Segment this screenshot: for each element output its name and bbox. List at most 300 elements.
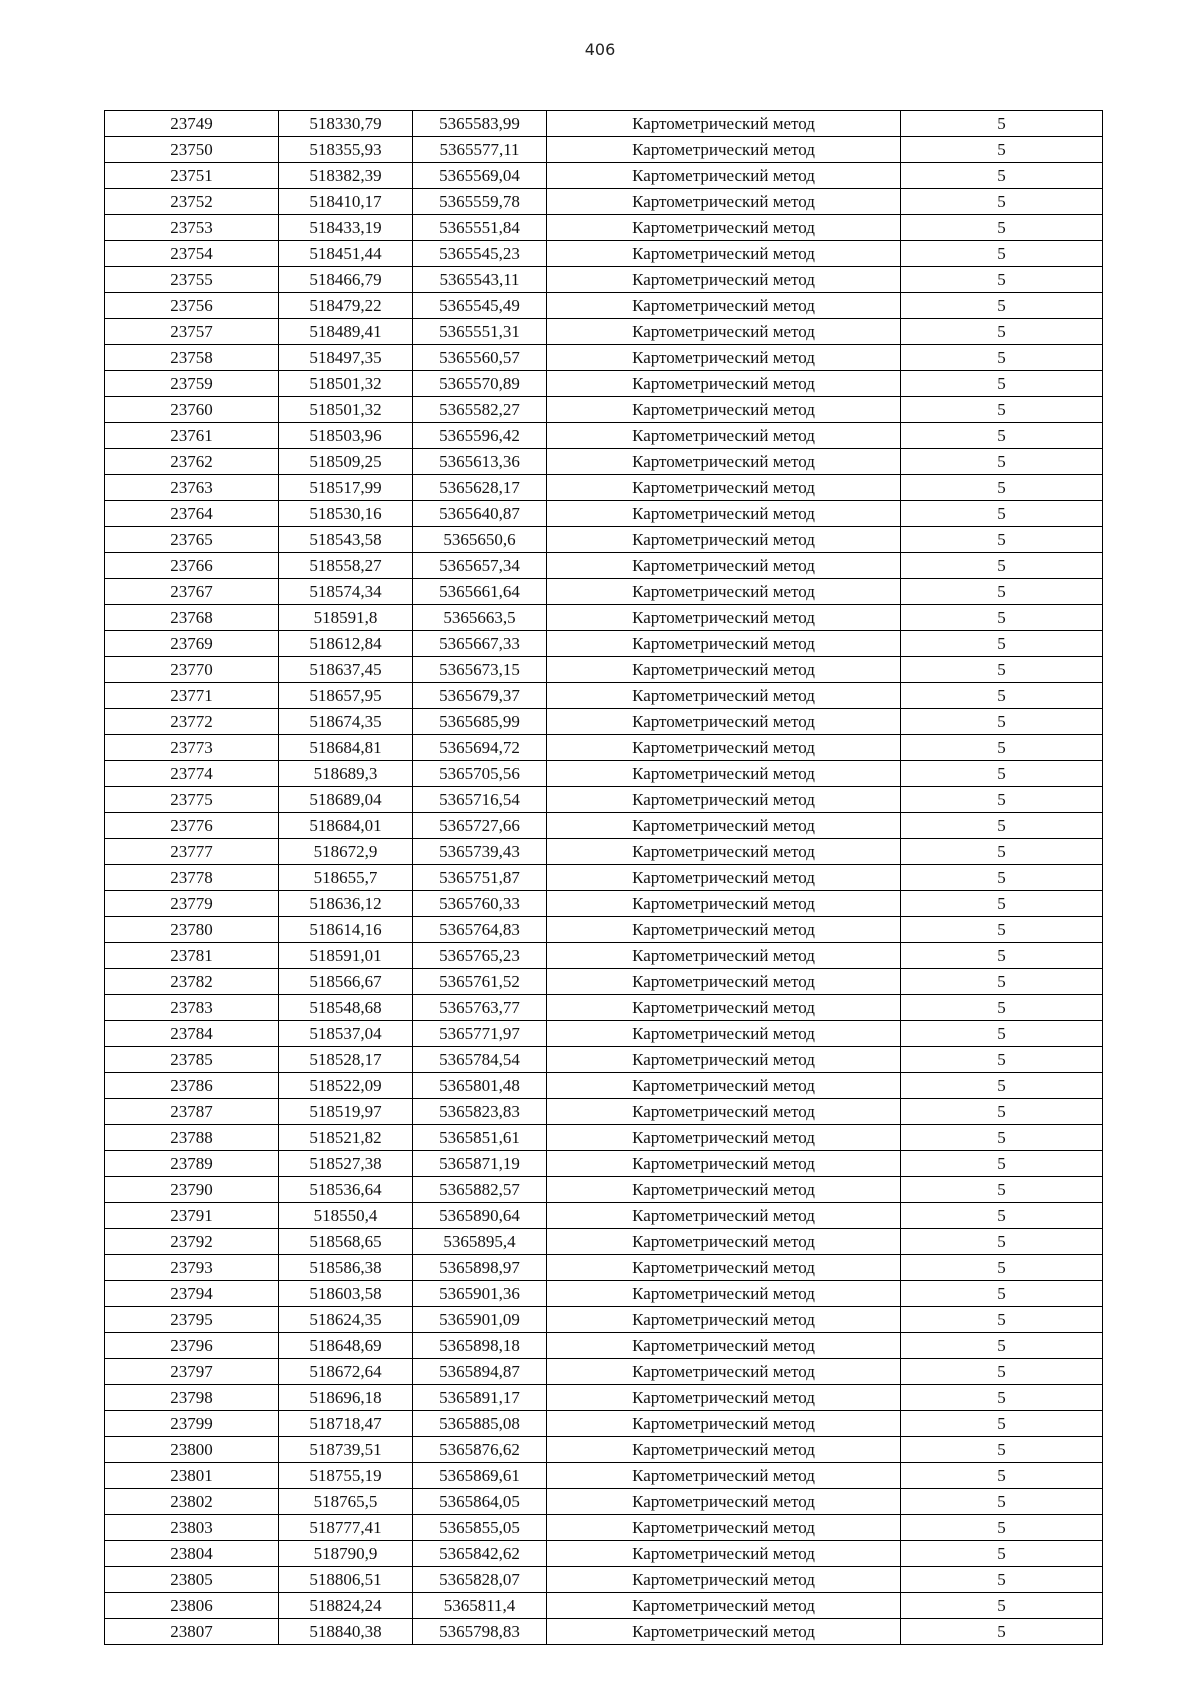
method-cell: Картометрический метод	[547, 683, 901, 709]
x-coordinate-cell: 518689,3	[279, 761, 413, 787]
table-row	[105, 1385, 1103, 1411]
y-coordinate-cell: 5365764,83	[413, 917, 547, 943]
accuracy-cell: 5	[901, 787, 1103, 813]
table-row	[105, 137, 1103, 163]
accuracy-cell: 5	[901, 995, 1103, 1021]
x-coordinate-cell: 518696,18	[279, 1385, 413, 1411]
table-row	[105, 1411, 1103, 1437]
accuracy-cell: 5	[901, 579, 1103, 605]
x-coordinate-cell: 518355,93	[279, 137, 413, 163]
table-row	[105, 475, 1103, 501]
table-row	[105, 735, 1103, 761]
x-coordinate-cell: 518489,41	[279, 319, 413, 345]
y-coordinate-cell: 5365570,89	[413, 371, 547, 397]
accuracy-cell: 5	[901, 969, 1103, 995]
y-coordinate-cell: 5365727,66	[413, 813, 547, 839]
accuracy-cell: 5	[901, 553, 1103, 579]
table-row	[105, 1437, 1103, 1463]
table-row	[105, 215, 1103, 241]
x-coordinate-cell: 518648,69	[279, 1333, 413, 1359]
table-row	[105, 1203, 1103, 1229]
x-coordinate-cell: 518330,79	[279, 111, 413, 137]
accuracy-cell: 5	[901, 501, 1103, 527]
point-number-cell: 23786	[105, 1073, 279, 1099]
point-number-cell: 23787	[105, 1099, 279, 1125]
y-coordinate-cell: 5365657,34	[413, 553, 547, 579]
y-coordinate-cell: 5365890,64	[413, 1203, 547, 1229]
accuracy-cell: 5	[901, 761, 1103, 787]
point-number-cell: 23766	[105, 553, 279, 579]
accuracy-cell: 5	[901, 735, 1103, 761]
point-number-cell: 23759	[105, 371, 279, 397]
accuracy-cell: 5	[901, 1099, 1103, 1125]
table-row	[105, 1177, 1103, 1203]
table-row	[105, 631, 1103, 657]
point-number-cell: 23797	[105, 1359, 279, 1385]
method-cell: Картометрический метод	[547, 553, 901, 579]
table-row	[105, 709, 1103, 735]
y-coordinate-cell: 5365851,61	[413, 1125, 547, 1151]
y-coordinate-cell: 5365739,43	[413, 839, 547, 865]
table-row	[105, 579, 1103, 605]
accuracy-cell: 5	[901, 241, 1103, 267]
x-coordinate-cell: 518433,19	[279, 215, 413, 241]
method-cell: Картометрический метод	[547, 605, 901, 631]
x-coordinate-cell: 518591,8	[279, 605, 413, 631]
accuracy-cell: 5	[901, 1073, 1103, 1099]
point-number-cell: 23767	[105, 579, 279, 605]
point-number-cell: 23758	[105, 345, 279, 371]
y-coordinate-cell: 5365784,54	[413, 1047, 547, 1073]
table-row	[105, 605, 1103, 631]
accuracy-cell: 5	[901, 475, 1103, 501]
y-coordinate-cell: 5365901,36	[413, 1281, 547, 1307]
table-row	[105, 865, 1103, 891]
x-coordinate-cell: 518612,84	[279, 631, 413, 657]
x-coordinate-cell: 518718,47	[279, 1411, 413, 1437]
y-coordinate-cell: 5365628,17	[413, 475, 547, 501]
x-coordinate-cell: 518637,45	[279, 657, 413, 683]
point-number-cell: 23781	[105, 943, 279, 969]
x-coordinate-cell: 518522,09	[279, 1073, 413, 1099]
accuracy-cell: 5	[901, 397, 1103, 423]
method-cell: Картометрический метод	[547, 241, 901, 267]
y-coordinate-cell: 5365763,77	[413, 995, 547, 1021]
accuracy-cell: 5	[901, 1307, 1103, 1333]
point-number-cell: 23755	[105, 267, 279, 293]
x-coordinate-cell: 518451,44	[279, 241, 413, 267]
accuracy-cell: 5	[901, 891, 1103, 917]
accuracy-cell: 5	[901, 345, 1103, 371]
accuracy-cell: 5	[901, 709, 1103, 735]
table-row	[105, 969, 1103, 995]
point-number-cell: 23779	[105, 891, 279, 917]
x-coordinate-cell: 518624,35	[279, 1307, 413, 1333]
method-cell: Картометрический метод	[547, 1255, 901, 1281]
page-number: 406	[584, 40, 616, 59]
accuracy-cell: 5	[901, 1567, 1103, 1593]
method-cell: Картометрический метод	[547, 527, 901, 553]
point-number-cell: 23770	[105, 657, 279, 683]
point-number-cell: 23752	[105, 189, 279, 215]
accuracy-cell: 5	[901, 943, 1103, 969]
y-coordinate-cell: 5365613,36	[413, 449, 547, 475]
method-cell: Картометрический метод	[547, 501, 901, 527]
x-coordinate-cell: 518790,9	[279, 1541, 413, 1567]
method-cell: Картометрический метод	[547, 1385, 901, 1411]
x-coordinate-cell: 518765,5	[279, 1489, 413, 1515]
x-coordinate-cell: 518806,51	[279, 1567, 413, 1593]
point-number-cell: 23772	[105, 709, 279, 735]
method-cell: Картометрический метод	[547, 1047, 901, 1073]
accuracy-cell: 5	[901, 1359, 1103, 1385]
method-cell: Картометрический метод	[547, 345, 901, 371]
accuracy-cell: 5	[901, 319, 1103, 345]
point-number-cell: 23807	[105, 1619, 279, 1645]
accuracy-cell: 5	[901, 111, 1103, 137]
x-coordinate-cell: 518586,38	[279, 1255, 413, 1281]
method-cell: Картометрический метод	[547, 1411, 901, 1437]
y-coordinate-cell: 5365811,4	[413, 1593, 547, 1619]
y-coordinate-cell: 5365771,97	[413, 1021, 547, 1047]
accuracy-cell: 5	[901, 1229, 1103, 1255]
accuracy-cell: 5	[901, 1203, 1103, 1229]
x-coordinate-cell: 518521,82	[279, 1125, 413, 1151]
y-coordinate-cell: 5365761,52	[413, 969, 547, 995]
y-coordinate-cell: 5365894,87	[413, 1359, 547, 1385]
y-coordinate-cell: 5365864,05	[413, 1489, 547, 1515]
table-row	[105, 1619, 1103, 1645]
accuracy-cell: 5	[901, 683, 1103, 709]
point-number-cell: 23775	[105, 787, 279, 813]
table-row	[105, 657, 1103, 683]
y-coordinate-cell: 5365685,99	[413, 709, 547, 735]
point-number-cell: 23757	[105, 319, 279, 345]
point-number-cell: 23803	[105, 1515, 279, 1541]
method-cell: Картометрический метод	[547, 1593, 901, 1619]
point-number-cell: 23798	[105, 1385, 279, 1411]
method-cell: Картометрический метод	[547, 1229, 901, 1255]
accuracy-cell: 5	[901, 1411, 1103, 1437]
point-number-cell: 23783	[105, 995, 279, 1021]
method-cell: Картометрический метод	[547, 267, 901, 293]
accuracy-cell: 5	[901, 605, 1103, 631]
y-coordinate-cell: 5365705,56	[413, 761, 547, 787]
x-coordinate-cell: 518568,65	[279, 1229, 413, 1255]
x-coordinate-cell: 518497,35	[279, 345, 413, 371]
accuracy-cell: 5	[901, 839, 1103, 865]
method-cell: Картометрический метод	[547, 995, 901, 1021]
accuracy-cell: 5	[901, 371, 1103, 397]
method-cell: Картометрический метод	[547, 423, 901, 449]
method-cell: Картометрический метод	[547, 1307, 901, 1333]
method-cell: Картометрический метод	[547, 293, 901, 319]
x-coordinate-cell: 518530,16	[279, 501, 413, 527]
point-number-cell: 23756	[105, 293, 279, 319]
table-row	[105, 917, 1103, 943]
table-row	[105, 1489, 1103, 1515]
method-cell: Картометрический метод	[547, 475, 901, 501]
y-coordinate-cell: 5365898,18	[413, 1333, 547, 1359]
table-row	[105, 1151, 1103, 1177]
y-coordinate-cell: 5365551,31	[413, 319, 547, 345]
y-coordinate-cell: 5365673,15	[413, 657, 547, 683]
accuracy-cell: 5	[901, 1151, 1103, 1177]
table-row	[105, 839, 1103, 865]
method-cell: Картометрический метод	[547, 839, 901, 865]
y-coordinate-cell: 5365885,08	[413, 1411, 547, 1437]
x-coordinate-cell: 518591,01	[279, 943, 413, 969]
table-row	[105, 1281, 1103, 1307]
point-number-cell: 23799	[105, 1411, 279, 1437]
y-coordinate-cell: 5365545,49	[413, 293, 547, 319]
x-coordinate-cell: 518517,99	[279, 475, 413, 501]
point-number-cell: 23761	[105, 423, 279, 449]
table-row	[105, 449, 1103, 475]
table-row	[105, 1515, 1103, 1541]
method-cell: Картометрический метод	[547, 215, 901, 241]
x-coordinate-cell: 518503,96	[279, 423, 413, 449]
x-coordinate-cell: 518558,27	[279, 553, 413, 579]
y-coordinate-cell: 5365828,07	[413, 1567, 547, 1593]
point-number-cell: 23789	[105, 1151, 279, 1177]
point-number-cell: 23806	[105, 1593, 279, 1619]
table-row	[105, 891, 1103, 917]
x-coordinate-cell: 518674,35	[279, 709, 413, 735]
method-cell: Картометрический метод	[547, 1151, 901, 1177]
method-cell: Картометрический метод	[547, 371, 901, 397]
point-number-cell: 23780	[105, 917, 279, 943]
point-number-cell: 23765	[105, 527, 279, 553]
y-coordinate-cell: 5365898,97	[413, 1255, 547, 1281]
accuracy-cell: 5	[901, 1437, 1103, 1463]
accuracy-cell: 5	[901, 1125, 1103, 1151]
x-coordinate-cell: 518614,16	[279, 917, 413, 943]
y-coordinate-cell: 5365583,99	[413, 111, 547, 137]
table-row	[105, 1073, 1103, 1099]
accuracy-cell: 5	[901, 189, 1103, 215]
method-cell: Картометрический метод	[547, 1177, 901, 1203]
accuracy-cell: 5	[901, 1489, 1103, 1515]
accuracy-cell: 5	[901, 163, 1103, 189]
y-coordinate-cell: 5365569,04	[413, 163, 547, 189]
y-coordinate-cell: 5365801,48	[413, 1073, 547, 1099]
point-number-cell: 23751	[105, 163, 279, 189]
method-cell: Картометрический метод	[547, 1359, 901, 1385]
table-row	[105, 371, 1103, 397]
accuracy-cell: 5	[901, 267, 1103, 293]
table-row	[105, 787, 1103, 813]
table-row	[105, 1333, 1103, 1359]
accuracy-cell: 5	[901, 423, 1103, 449]
y-coordinate-cell: 5365798,83	[413, 1619, 547, 1645]
accuracy-cell: 5	[901, 293, 1103, 319]
method-cell: Картометрический метод	[547, 1567, 901, 1593]
table-row	[105, 1541, 1103, 1567]
accuracy-cell: 5	[901, 215, 1103, 241]
x-coordinate-cell: 518672,9	[279, 839, 413, 865]
y-coordinate-cell: 5365551,84	[413, 215, 547, 241]
table-row	[105, 319, 1103, 345]
y-coordinate-cell: 5365640,87	[413, 501, 547, 527]
x-coordinate-cell: 518684,81	[279, 735, 413, 761]
y-coordinate-cell: 5365667,33	[413, 631, 547, 657]
accuracy-cell: 5	[901, 1021, 1103, 1047]
point-number-cell: 23777	[105, 839, 279, 865]
x-coordinate-cell: 518519,97	[279, 1099, 413, 1125]
table-row	[105, 553, 1103, 579]
y-coordinate-cell: 5365869,61	[413, 1463, 547, 1489]
x-coordinate-cell: 518739,51	[279, 1437, 413, 1463]
point-number-cell: 23753	[105, 215, 279, 241]
point-number-cell: 23795	[105, 1307, 279, 1333]
y-coordinate-cell: 5365882,57	[413, 1177, 547, 1203]
point-number-cell: 23749	[105, 111, 279, 137]
y-coordinate-cell: 5365596,42	[413, 423, 547, 449]
y-coordinate-cell: 5365661,64	[413, 579, 547, 605]
method-cell: Картометрический метод	[547, 397, 901, 423]
method-cell: Картометрический метод	[547, 1125, 901, 1151]
method-cell: Картометрический метод	[547, 865, 901, 891]
table-row	[105, 241, 1103, 267]
point-number-cell: 23796	[105, 1333, 279, 1359]
point-number-cell: 23762	[105, 449, 279, 475]
accuracy-cell: 5	[901, 137, 1103, 163]
y-coordinate-cell: 5365577,11	[413, 137, 547, 163]
table-row	[105, 111, 1103, 137]
y-coordinate-cell: 5365871,19	[413, 1151, 547, 1177]
method-cell: Картометрический метод	[547, 709, 901, 735]
x-coordinate-cell: 518528,17	[279, 1047, 413, 1073]
point-number-cell: 23763	[105, 475, 279, 501]
point-number-cell: 23785	[105, 1047, 279, 1073]
point-number-cell: 23805	[105, 1567, 279, 1593]
y-coordinate-cell: 5365760,33	[413, 891, 547, 917]
method-cell: Картометрический метод	[547, 735, 901, 761]
y-coordinate-cell: 5365891,17	[413, 1385, 547, 1411]
point-number-cell: 23764	[105, 501, 279, 527]
x-coordinate-cell: 518672,64	[279, 1359, 413, 1385]
accuracy-cell: 5	[901, 1463, 1103, 1489]
method-cell: Картометрический метод	[547, 1541, 901, 1567]
y-coordinate-cell: 5365765,23	[413, 943, 547, 969]
x-coordinate-cell: 518689,04	[279, 787, 413, 813]
method-cell: Картометрический метод	[547, 111, 901, 137]
table-row	[105, 1099, 1103, 1125]
table-row	[105, 1229, 1103, 1255]
x-coordinate-cell: 518382,39	[279, 163, 413, 189]
method-cell: Картометрический метод	[547, 1515, 901, 1541]
point-number-cell: 23792	[105, 1229, 279, 1255]
method-cell: Картометрический метод	[547, 787, 901, 813]
point-number-cell: 23794	[105, 1281, 279, 1307]
point-number-cell: 23791	[105, 1203, 279, 1229]
method-cell: Картометрический метод	[547, 657, 901, 683]
coordinates-table	[104, 110, 1103, 1645]
point-number-cell: 23790	[105, 1177, 279, 1203]
table-row	[105, 345, 1103, 371]
x-coordinate-cell: 518684,01	[279, 813, 413, 839]
x-coordinate-cell: 518543,58	[279, 527, 413, 553]
y-coordinate-cell: 5365545,23	[413, 241, 547, 267]
point-number-cell: 23774	[105, 761, 279, 787]
method-cell: Картометрический метод	[547, 1333, 901, 1359]
accuracy-cell: 5	[901, 1047, 1103, 1073]
x-coordinate-cell: 518824,24	[279, 1593, 413, 1619]
table-row	[105, 1255, 1103, 1281]
point-number-cell: 23750	[105, 137, 279, 163]
table-row	[105, 1047, 1103, 1073]
point-number-cell: 23778	[105, 865, 279, 891]
point-number-cell: 23804	[105, 1541, 279, 1567]
table-row	[105, 683, 1103, 709]
accuracy-cell: 5	[901, 1255, 1103, 1281]
y-coordinate-cell: 5365650,6	[413, 527, 547, 553]
table-row	[105, 163, 1103, 189]
table-row	[105, 189, 1103, 215]
method-cell: Картометрический метод	[547, 969, 901, 995]
y-coordinate-cell: 5365559,78	[413, 189, 547, 215]
y-coordinate-cell: 5365823,83	[413, 1099, 547, 1125]
method-cell: Картометрический метод	[547, 1437, 901, 1463]
accuracy-cell: 5	[901, 1619, 1103, 1645]
y-coordinate-cell: 5365876,62	[413, 1437, 547, 1463]
y-coordinate-cell: 5365855,05	[413, 1515, 547, 1541]
accuracy-cell: 5	[901, 1333, 1103, 1359]
point-number-cell: 23793	[105, 1255, 279, 1281]
y-coordinate-cell: 5365679,37	[413, 683, 547, 709]
coordinates-table-container	[104, 110, 1103, 1645]
method-cell: Картометрический метод	[547, 449, 901, 475]
x-coordinate-cell: 518536,64	[279, 1177, 413, 1203]
method-cell: Картометрический метод	[547, 1099, 901, 1125]
table-row	[105, 1593, 1103, 1619]
table-row	[105, 423, 1103, 449]
method-cell: Картометрический метод	[547, 761, 901, 787]
x-coordinate-cell: 518603,58	[279, 1281, 413, 1307]
method-cell: Картометрический метод	[547, 1203, 901, 1229]
y-coordinate-cell: 5365694,72	[413, 735, 547, 761]
accuracy-cell: 5	[901, 1177, 1103, 1203]
method-cell: Картометрический метод	[547, 1489, 901, 1515]
point-number-cell: 23754	[105, 241, 279, 267]
x-coordinate-cell: 518574,34	[279, 579, 413, 605]
x-coordinate-cell: 518501,32	[279, 397, 413, 423]
x-coordinate-cell: 518410,17	[279, 189, 413, 215]
table-row	[105, 293, 1103, 319]
x-coordinate-cell: 518466,79	[279, 267, 413, 293]
accuracy-cell: 5	[901, 449, 1103, 475]
y-coordinate-cell: 5365842,62	[413, 1541, 547, 1567]
point-number-cell: 23788	[105, 1125, 279, 1151]
y-coordinate-cell: 5365543,11	[413, 267, 547, 293]
table-row	[105, 397, 1103, 423]
table-row	[105, 1307, 1103, 1333]
table-row	[105, 813, 1103, 839]
x-coordinate-cell: 518501,32	[279, 371, 413, 397]
table-row	[105, 1463, 1103, 1489]
accuracy-cell: 5	[901, 1515, 1103, 1541]
table-body	[105, 111, 1103, 1645]
table-row	[105, 995, 1103, 1021]
point-number-cell: 23784	[105, 1021, 279, 1047]
method-cell: Картометрический метод	[547, 943, 901, 969]
method-cell: Картометрический метод	[547, 137, 901, 163]
point-number-cell: 23760	[105, 397, 279, 423]
accuracy-cell: 5	[901, 1541, 1103, 1567]
x-coordinate-cell: 518655,7	[279, 865, 413, 891]
point-number-cell: 23802	[105, 1489, 279, 1515]
